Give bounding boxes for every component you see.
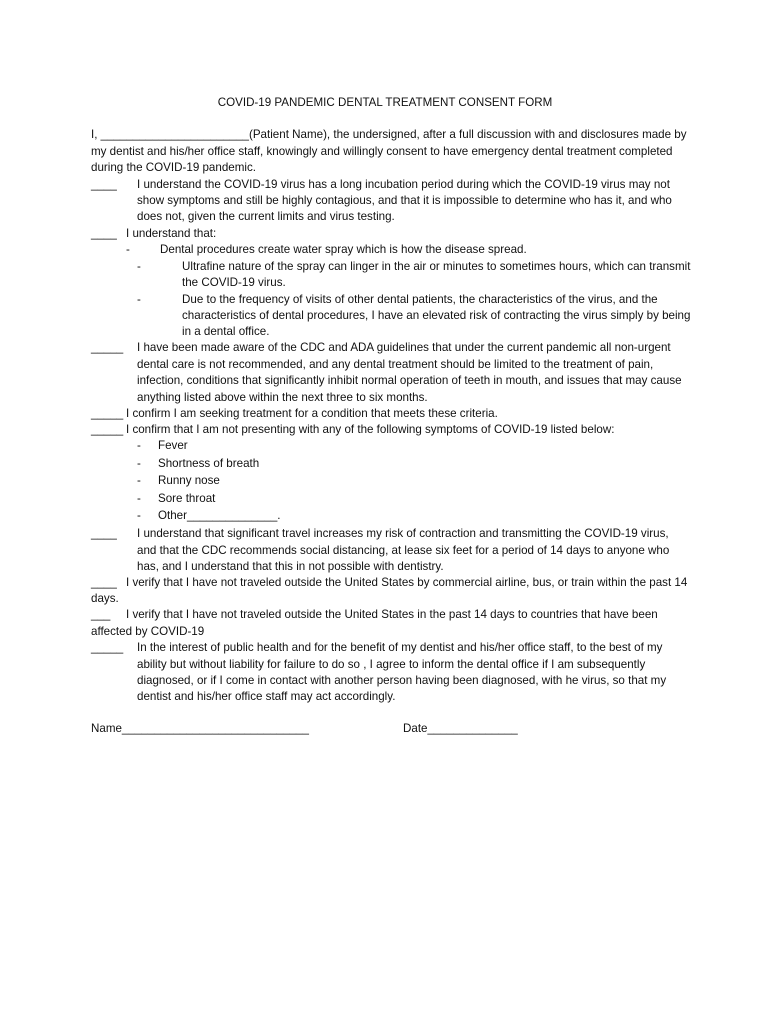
bullet-text: in a dental office. <box>182 325 270 338</box>
bullet-dash: - <box>137 293 141 306</box>
statement-line: and that the CDC recommends social distancing, at lease six feet for a period of 14 days to anyone who <box>137 544 670 557</box>
statement-line: In the interest of public health and for the benefit of my dentist and his/her office staff, to the best of my <box>137 641 663 654</box>
intro-line: my dentist and his/her office staff, knowingly and willingly consent to have emergency dental treatment completed <box>91 145 673 158</box>
initials-blank: _____ <box>91 341 124 354</box>
symptom-item: Other______________. <box>158 509 281 522</box>
name-signature-field: Name_____________________________ <box>91 722 309 735</box>
bullet-text: Ultrafine nature of the spray can linger in the air or minutes to sometimes hours, which can transmit <box>182 260 691 273</box>
date-signature-field: Date______________ <box>403 722 518 735</box>
bullet-text: Due to the frequency of visits of other dental patients, the characteristics of the virus, and the <box>182 293 658 306</box>
intro-line: during the COVID-19 pandemic. <box>91 161 256 174</box>
statement-line: ability but without liability for failure to do so , I agree to inform the dental office if I am subsequently <box>137 658 646 671</box>
initials-blank: _____ <box>91 407 124 420</box>
statement-line: has, and I understand that this in not possible with dentistry. <box>137 560 444 573</box>
bullet-text: Dental procedures create water spray which is how the disease spread. <box>160 243 527 256</box>
symptom-item: Fever <box>158 439 188 452</box>
bullet-dash: - <box>126 243 130 256</box>
statement-line: does not, given the current limits and virus testing. <box>137 210 395 223</box>
statement-line: anything listed above within the next three to six months. <box>137 391 428 404</box>
bullet-dash: - <box>137 474 141 487</box>
statement-line: infection, conditions that significantly inhibit normal operation of teeth in mouth, and issues that may cause <box>137 374 682 387</box>
statement-line: diagnosed, or if I come in contact with another person having been diagnosed, with he virus, so that my <box>137 674 667 687</box>
statement-line: show symptoms and still be highly contagious, and that it is impossible to determine who has it, and who <box>137 194 672 207</box>
statement-line: affected by COVID-19 <box>91 625 205 638</box>
bullet-dash: - <box>137 492 141 505</box>
bullet-text: the COVID-19 virus. <box>182 276 286 289</box>
statement-line: I have been made aware of the CDC and ADA guidelines that under the current pandemic all non-urgent <box>137 341 671 354</box>
bullet-dash: - <box>137 509 141 522</box>
statement-line: I verify that I have not traveled outside the United States in the past 14 days to countries that have been <box>126 608 658 621</box>
initials-blank: _____ <box>91 641 124 654</box>
bullet-dash: - <box>137 439 141 452</box>
symptom-item: Shortness of breath <box>158 457 260 470</box>
initials-blank: ____ <box>91 178 117 191</box>
symptom-item: Sore throat <box>158 492 216 505</box>
initials-blank: ___ <box>91 608 111 621</box>
bullet-dash: - <box>137 457 141 470</box>
statement-line: I understand that: <box>126 227 217 240</box>
statement-line: dentist and his/her office staff may act accordingly. <box>137 690 396 703</box>
initials-blank: ____ <box>91 527 117 540</box>
statement-line: I confirm I am seeking treatment for a condition that meets these criteria. <box>126 407 498 420</box>
statement-line: I verify that I have not traveled outside the United States by commercial airline, bus, or train within the past 14 <box>126 576 688 589</box>
initials-blank: _____ <box>91 423 124 436</box>
intro-line: I, _______________________(Patient Name), the undersigned, after a full discussion with and disclosures made by <box>91 128 687 141</box>
symptom-item: Runny nose <box>158 474 220 487</box>
statement-line: I confirm that I am not presenting with any of the following symptoms of COVID-19 listed below: <box>126 423 615 436</box>
bullet-dash: - <box>137 260 141 273</box>
statement-line: I understand that significant travel increases my risk of contraction and transmitting the COVID-19 virus, <box>137 527 669 540</box>
initials-blank: ____ <box>91 227 117 240</box>
form-title: COVID-19 PANDEMIC DENTAL TREATMENT CONSENT FORM <box>217 96 553 109</box>
statement-line: dental care is not recommended, and any dental treatment should be limited to the treatment of pain, <box>137 358 654 371</box>
bullet-text: characteristics of dental procedures, I have an elevated risk of contracting the virus simply by being <box>182 309 691 322</box>
statement-line: days. <box>91 592 119 605</box>
statement-line: I understand the COVID-19 virus has a long incubation period during which the COVID-19 virus may not <box>137 178 670 191</box>
initials-blank: ____ <box>91 576 117 589</box>
